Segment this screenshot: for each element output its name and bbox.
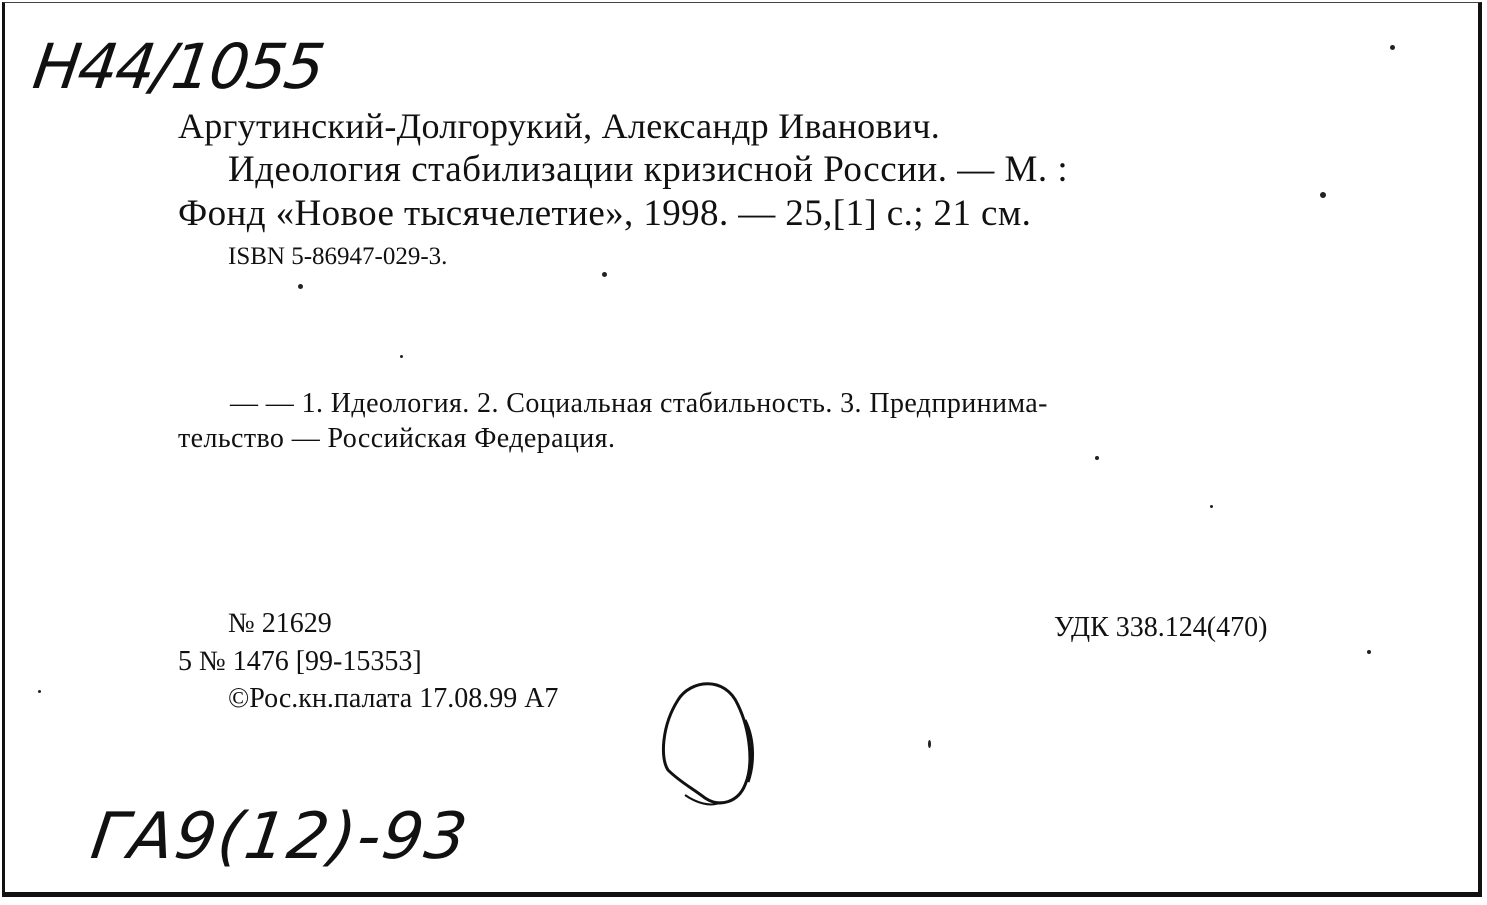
scan-speck <box>298 284 303 289</box>
subject-line-1: — — 1. Идеология. 2. Социальная стабильность. 3. Предпринима- <box>230 388 1048 419</box>
handwritten-classification-code: ГА9(12)-93 <box>86 800 474 874</box>
record-number-1: № 21629 <box>228 608 332 639</box>
author-heading: Аргутинский-Долгорукий, Александр Иванович. <box>178 106 941 146</box>
record-number-2: 5 № 1476 [99-15353] <box>178 646 422 677</box>
scan-speck <box>1095 456 1099 460</box>
stamp-mark-icon <box>650 670 770 820</box>
scan-speck <box>1320 192 1326 198</box>
title-line-1: Идеология стабилизации кризисной России. — М. : <box>228 149 1069 190</box>
scan-speck <box>400 355 403 358</box>
isbn: ISBN 5-86947-029-3. <box>228 243 448 270</box>
handwritten-shelf-code: Н44/1055 <box>28 30 328 103</box>
book-chamber-line: ©Рос.кн.палата 17.08.99 А7 <box>228 683 559 714</box>
scan-speck <box>928 740 931 748</box>
scan-speck <box>1210 505 1213 508</box>
subject-line-2: тельство — Российская Федерация. <box>178 423 616 454</box>
title-line-2: Фонд «Новое тысячелетие», 1998. — 25,[1] с.; 21 см. <box>178 193 1032 234</box>
scan-speck <box>602 272 607 277</box>
scan-speck <box>38 690 41 693</box>
scan-speck <box>1390 45 1395 50</box>
udk-code: УДК 338.124(470) <box>1054 612 1268 643</box>
scan-speck <box>1367 650 1371 654</box>
